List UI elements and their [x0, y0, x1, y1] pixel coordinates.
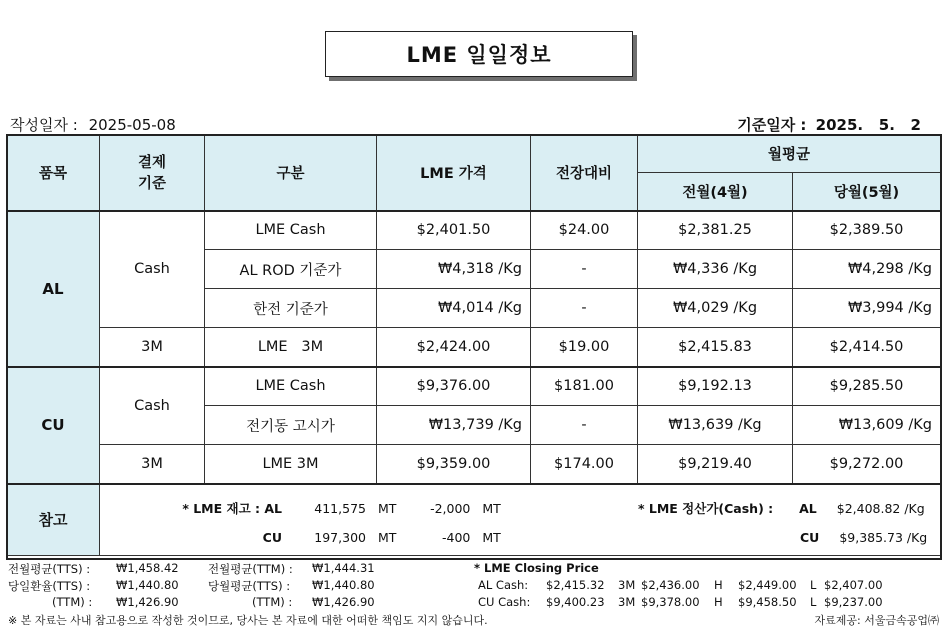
header-settle-line2: 기준 — [137, 176, 166, 193]
fx-today-tts-label: 당일환율(TTS) : — [8, 579, 91, 593]
diff-cell: - — [531, 406, 638, 445]
settle-line-cu — [800, 530, 927, 545]
settle-label: * LME 정산가(Cash) : — [638, 500, 774, 516]
table-row — [7, 445, 941, 484]
stock-change: -400 — [442, 529, 471, 545]
written-date-label: 작성일자 : — [10, 116, 78, 134]
stock-line-al — [178, 499, 501, 517]
base-date-line — [737, 114, 921, 135]
closing-cu-cash: $9,400.23 — [546, 595, 605, 609]
header-this-month: 당월(5월) — [793, 173, 941, 211]
this-month-cell: $2,414.50 — [793, 328, 941, 367]
stock-value: 197,300 — [314, 529, 366, 545]
header-settle-basis — [100, 135, 205, 211]
this-month-cell: ₩3,994 /Kg — [793, 289, 941, 328]
reference-content — [100, 484, 941, 556]
stock-line-cu — [178, 530, 501, 545]
settle-basis-cash: Cash — [100, 367, 205, 445]
fx-cur-ttm-value: ₩1,426.90 — [312, 595, 375, 609]
table-row — [7, 367, 941, 406]
this-month-cell: ₩13,609 /Kg — [793, 406, 941, 445]
header-monthly-avg: 월평균 — [638, 135, 941, 173]
prev-month-cell: $9,192.13 — [638, 367, 793, 406]
diff-cell: - — [531, 250, 638, 289]
price-cell: $9,359.00 — [377, 445, 531, 484]
page-title: LME 일일정보 — [325, 31, 633, 77]
fx-prev-ttm-label: 전월평균(TTM) : — [208, 562, 293, 576]
header-prev-diff: 전장대비 — [531, 135, 638, 211]
fx-today-ttm-value: ₩1,426.90 — [116, 595, 179, 609]
diff-cell: $24.00 — [531, 211, 638, 250]
closing-al-h: $2,449.00 — [738, 578, 797, 592]
settle-cu-value: $9,385.73 /Kg — [839, 529, 928, 545]
prev-month-cell: ₩4,336 /Kg — [638, 250, 793, 289]
price-cell: $2,401.50 — [377, 211, 531, 250]
stock-value: 411,575 — [314, 500, 366, 516]
header-settle-line1: 결제 — [137, 155, 166, 172]
stock-cu-label: CU — [262, 529, 282, 545]
closing-cu-cash-label: CU Cash: — [478, 595, 531, 609]
settle-al-value: $2,408.82 /Kg — [836, 500, 925, 516]
closing-cu-h-label: H — [714, 595, 723, 609]
stock-change-unit: MT — [482, 529, 501, 545]
category-cell: LME Cash — [205, 367, 377, 406]
closing-cu-3m: $9,378.00 — [641, 595, 700, 609]
prev-month-cell: $2,381.25 — [638, 211, 793, 250]
category-cell: LME Cash — [205, 211, 377, 250]
base-date-value: 2025. 5. 2 — [815, 116, 921, 134]
reference-label: 참고 — [7, 484, 100, 556]
closing-cu-3m-label: 3M — [618, 595, 636, 609]
table-row — [7, 328, 941, 367]
this-month-cell: ₩4,298 /Kg — [793, 250, 941, 289]
fx-prev-ttm-value: ₩1,444.31 — [312, 561, 375, 575]
header-item: 품목 — [7, 135, 100, 211]
this-month-cell: $9,285.50 — [793, 367, 941, 406]
diff-cell: $19.00 — [531, 328, 638, 367]
closing-cu-l-label: L — [810, 595, 817, 609]
category-cell: AL ROD 기준가 — [205, 250, 377, 289]
category-cell: LME 3M — [205, 445, 377, 484]
diff-cell: $181.00 — [531, 367, 638, 406]
fx-today-ttm-label: (TTM) : — [52, 595, 93, 609]
settle-line-al — [638, 499, 925, 517]
closing-al-l: $2,407.00 — [824, 578, 883, 592]
header-prev-month: 전월(4월) — [638, 173, 793, 211]
base-date-label: 기준일자 : — [737, 116, 807, 134]
this-month-cell: $9,272.00 — [793, 445, 941, 484]
written-date-line — [10, 114, 176, 135]
closing-cu-h: $9,458.50 — [738, 595, 797, 609]
lme-price-table — [6, 134, 941, 556]
closing-al-h-label: H — [714, 578, 723, 592]
stock-unit: MT — [377, 500, 397, 516]
fx-cur-ttm-label: (TTM) : — [252, 595, 293, 609]
settle-basis-3m: 3M — [100, 328, 205, 367]
this-month-cell: $2,389.50 — [793, 211, 941, 250]
stock-label: * LME 재고 : AL — [182, 500, 282, 516]
fx-prev-tts-label: 전월평균(TTS) : — [8, 562, 91, 576]
fx-cur-tts-label: 당월평균(TTS) : — [208, 579, 291, 593]
header-category: 구분 — [205, 135, 377, 211]
disclaimer: ※ 본 자료는 사내 참고용으로 작성한 것이므로, 당사는 본 자료에 대한 어떠한 책임도 지지 않습니다. — [8, 614, 488, 627]
item-cu: CU — [7, 367, 100, 484]
category-cell: 한전 기준가 — [205, 289, 377, 328]
prev-month-cell: $2,415.83 — [638, 328, 793, 367]
price-cell: ₩13,739 /Kg — [377, 406, 531, 445]
written-date-value: 2025-05-08 — [88, 116, 176, 134]
closing-al-cash: $2,415.32 — [546, 578, 605, 592]
diff-cell: $174.00 — [531, 445, 638, 484]
settle-al-label: AL — [799, 500, 817, 516]
header-lme-price: LME 가격 — [377, 135, 531, 211]
category-cell: LME 3M — [205, 328, 377, 367]
price-cell: $2,424.00 — [377, 328, 531, 367]
fx-today-tts-value: ₩1,440.80 — [116, 578, 179, 592]
stock-unit: MT — [377, 529, 397, 545]
stock-change-unit: MT — [482, 500, 501, 516]
price-cell: $9,376.00 — [377, 367, 531, 406]
table-row — [7, 211, 941, 250]
settle-basis-3m: 3M — [100, 445, 205, 484]
closing-al-3m: $2,436.00 — [641, 578, 700, 592]
item-al: AL — [7, 211, 100, 367]
prev-month-cell: ₩4,029 /Kg — [638, 289, 793, 328]
reference-row — [7, 484, 941, 556]
closing-price-title: * LME Closing Price — [474, 561, 599, 575]
closing-al-3m-label: 3M — [618, 578, 636, 592]
fx-cur-tts-value: ₩1,440.80 — [312, 578, 375, 592]
prev-month-cell: ₩13,639 /Kg — [638, 406, 793, 445]
prev-month-cell: $9,219.40 — [638, 445, 793, 484]
stock-change: -2,000 — [430, 500, 471, 516]
closing-al-l-label: L — [810, 578, 817, 592]
price-cell: ₩4,014 /Kg — [377, 289, 531, 328]
fx-prev-tts-value: ₩1,458.42 — [116, 561, 179, 575]
category-cell: 전기동 고시가 — [205, 406, 377, 445]
diff-cell: - — [531, 289, 638, 328]
settle-cu-label: CU — [800, 529, 820, 545]
closing-cu-l: $9,237.00 — [824, 595, 883, 609]
price-cell: ₩4,318 /Kg — [377, 250, 531, 289]
data-provider: 자료제공: 서울금속공업㈜ — [814, 614, 939, 627]
settle-basis-cash: Cash — [100, 211, 205, 328]
closing-al-cash-label: AL Cash: — [478, 578, 529, 592]
